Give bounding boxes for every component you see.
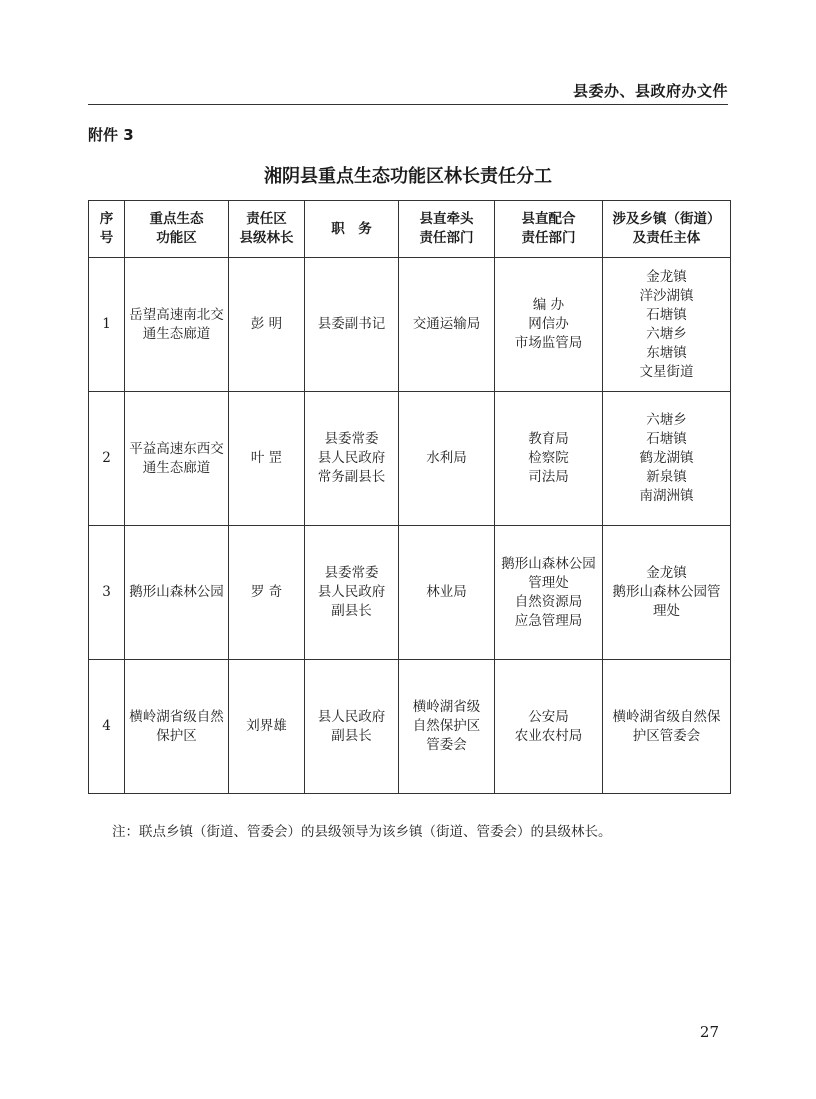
cell-coop-dept-line: 管理处 [528,574,569,591]
page-title: 湘阴县重点生态功能区林长责任分工 [264,166,552,187]
table-body [89,258,731,794]
cell-position-line: 副县长 [331,727,372,744]
cell-lead-dept-line: 横岭湖省级 [412,699,481,715]
cell-towns-line: 新泉镇 [646,469,687,485]
cell-coop-dept [495,526,603,660]
cell-area-line: 岳望高速南北交 [129,306,224,323]
header-cell-leader [229,201,305,258]
cell-towns-line: 鹤龙湖镇 [639,450,694,466]
cell-lead-dept [399,660,495,794]
cell-position-line: 县人民政府 [317,584,386,600]
cell-position-line: 县人民政府 [317,450,386,466]
header-cell-coop-dept [495,201,603,258]
cell-area-line: 通生态廊道 [142,459,211,476]
cell-towns-line: 理处 [653,603,680,619]
cell-area [125,660,229,794]
attachment-label: 附件 3 [88,126,134,144]
header-line: 责任区 [246,211,287,227]
cell-coop-dept-line: 网信办 [528,316,569,332]
cell-position [305,258,399,392]
cell-coop-dept-line: 教育局 [528,431,569,447]
cell-lead-dept-line: 自然保护区 [412,718,481,734]
cell-towns-line: 石塘镇 [646,306,687,323]
cell-coop-dept-line: 鹅形山森林公园 [501,555,596,572]
header-line: 序 [99,211,114,227]
cell-position-line: 常务副县长 [317,469,386,485]
cell-leader: 彭 明 [229,258,305,392]
cell-position-line: 县委常委 [324,431,379,447]
cell-coop-dept-line: 编 办 [532,297,565,313]
header-line: 县直配合 [521,211,576,227]
cell-coop-dept [495,392,603,526]
page-number: 27 [699,1023,719,1041]
cell-area-line: 平益高速东西交 [129,440,224,457]
table-row [89,258,731,392]
cell-position-line: 副县长 [331,603,372,619]
header-cell-position [305,201,399,258]
header-line: 重点生态 [149,211,204,227]
cell-towns [603,258,731,392]
cell-no: 1 [89,258,125,392]
header-line: 职 务 [331,220,372,237]
cell-towns [603,660,731,794]
cell-towns-line: 金龙镇 [646,565,687,581]
cell-coop-dept-line: 自然资源局 [514,593,583,610]
cell-coop-dept [495,660,603,794]
cell-towns-line: 护区管委会 [632,727,701,744]
cell-towns-line: 洋沙湖镇 [639,287,694,304]
header-cell-towns [603,201,731,258]
cell-area-line: 保护区 [156,727,197,744]
cell-position [305,526,399,660]
cell-towns-line: 文星街道 [639,363,694,380]
cell-lead-dept-line: 管委会 [426,737,467,753]
cell-coop-dept-line: 应急管理局 [514,612,583,629]
cell-no: 3 [89,526,125,660]
cell-no: 2 [89,392,125,526]
header-cell-no [89,201,125,258]
cell-lead-dept-line: 林业局 [426,584,467,600]
cell-lead-dept-line: 交通运输局 [412,316,481,332]
document-header: 县委办、县政府办文件 [572,82,728,100]
cell-area [125,526,229,660]
cell-coop-dept-line: 农业农村局 [514,727,583,744]
cell-leader: 刘界雄 [229,660,305,794]
cell-position-line: 县委副书记 [317,316,386,332]
cell-area-line: 鹅形山森林公园 [129,584,224,600]
cell-towns-line: 鹅形山森林公园管 [612,584,721,600]
footnote: 注：联点乡镇（街道、管委会）的县级领导为该乡镇（街道、管委会）的县级林长。 [112,824,612,840]
header-line: 号 [99,230,114,246]
cell-towns-line: 南湖洲镇 [639,488,694,504]
cell-towns-line: 横岭湖省级自然保 [612,708,721,725]
cell-lead-dept [399,526,495,660]
table-row [89,392,731,526]
cell-lead-dept [399,392,495,526]
cell-area-line: 通生态廊道 [142,325,211,342]
cell-position [305,660,399,794]
cell-area-line: 横岭湖省级自然 [129,708,224,725]
cell-leader: 叶 罡 [229,392,305,526]
cell-coop-dept-line: 市场监管局 [514,335,583,351]
cell-towns [603,392,731,526]
cell-position-line: 县人民政府 [317,708,386,725]
header-line: 县直牵头 [419,211,474,227]
header-line: 责任部门 [419,230,474,246]
header-line: 及责任主体 [632,230,701,246]
header-divider [88,104,728,105]
cell-area [125,392,229,526]
header-cell-lead-dept [399,201,495,258]
cell-area [125,258,229,392]
cell-position [305,392,399,526]
cell-position-line: 县委常委 [324,565,379,581]
cell-leader: 罗 奇 [229,526,305,660]
table-row [89,660,731,794]
header-cell-area [125,201,229,258]
table-header-row [89,201,731,258]
cell-towns-line: 东塘镇 [646,344,687,361]
responsibility-table [88,200,731,794]
header-line: 县级林长 [239,230,294,246]
cell-coop-dept-line: 公安局 [528,708,569,725]
cell-towns-line: 石塘镇 [646,431,687,447]
cell-lead-dept-line: 水利局 [426,450,467,466]
cell-coop-dept-line: 检察院 [528,450,569,466]
cell-towns-line: 六塘乡 [646,412,687,428]
header-line: 责任部门 [521,230,576,246]
table-row [89,526,731,660]
cell-towns-line: 金龙镇 [646,268,687,285]
header-line: 功能区 [156,230,197,246]
cell-lead-dept [399,258,495,392]
cell-towns [603,526,731,660]
header-line: 涉及乡镇（街道） [612,211,721,227]
cell-coop-dept [495,258,603,392]
cell-no: 4 [89,660,125,794]
cell-towns-line: 六塘乡 [646,325,687,342]
cell-coop-dept-line: 司法局 [528,469,569,485]
